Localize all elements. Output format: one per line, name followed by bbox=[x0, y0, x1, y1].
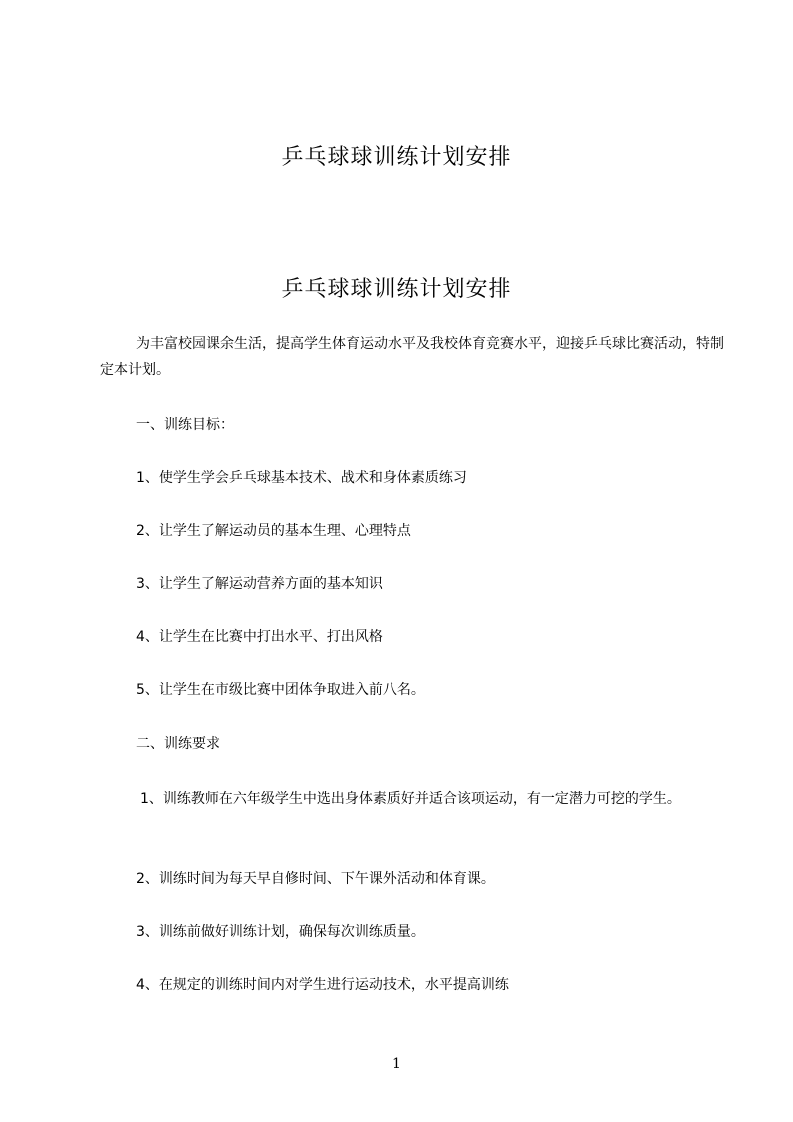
page-title: 乒乓球球训练计划安排 bbox=[281, 277, 512, 302]
goal-item: 3、让学生了解运动营养方面的基本知识 bbox=[136, 576, 383, 592]
goal-item: 1、使学生学会乒乓球基本技术、战术和身体素质练习 bbox=[136, 470, 467, 486]
page-number: 1 bbox=[392, 1056, 401, 1072]
requirement-item: 2、训练时间为每天早自修时间、下午课外活动和体育课。 bbox=[136, 871, 495, 887]
requirement-item: 4、在规定的训练时间内对学生进行运动技术，水平提高训练 bbox=[136, 977, 509, 993]
section-heading-goals: 一、训练目标： bbox=[136, 417, 234, 433]
intro-paragraph: 为丰富校园课余生活，提高学生体育运动水平及我校体育竞赛水平，迎接乒乓球比赛活动，特制定本计划。 bbox=[100, 336, 724, 378]
goal-item: 2、让学生了解运动员的基本生理、心理特点 bbox=[136, 523, 411, 539]
section-heading-requirements: 二、训练要求 bbox=[136, 736, 220, 752]
requirement-item: 1、训练教师在六年级学生中选出身体素质好并适合该项运动，有一定潜力可挖的学生。 bbox=[140, 791, 681, 807]
document-header-title: 乒乓球球训练计划安排 bbox=[281, 145, 512, 170]
goal-item: 5、让学生在市级比赛中团体争取进入前八名。 bbox=[136, 682, 425, 698]
goal-item: 4、让学生在比赛中打出水平、打出风格 bbox=[136, 629, 383, 645]
requirement-item: 3、训练前做好训练计划，确保每次训练质量。 bbox=[136, 924, 425, 940]
